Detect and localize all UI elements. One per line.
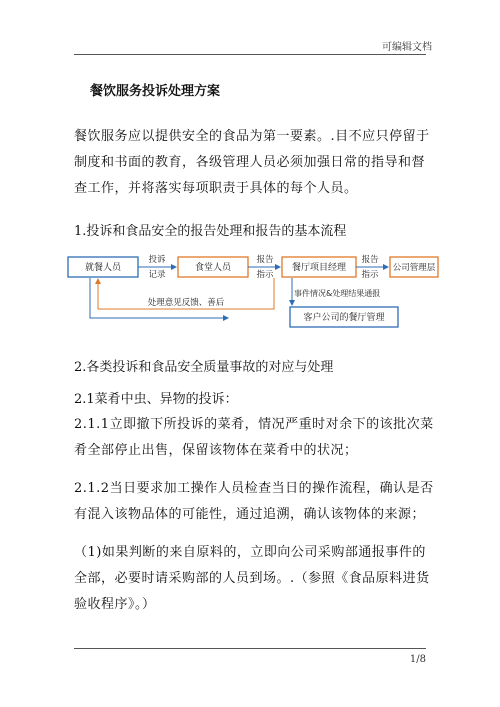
- intro-paragraph: 餐饮服务应以提供安全的食品为第一要素。.目不应只停留于制度和书面的教育，各级管理人员必须加强日常的指导和督查工作，并将落实每项职责于具体的每个人员。: [74, 129, 430, 196]
- node-canteen: [178, 257, 248, 277]
- paragraph-2-1-1: 2.1.1立即撤下所投诉的菜肴，情况严重时对余下的该批次菜肴全部停止出售，保留该物体在菜肴中的状况；: [74, 417, 434, 458]
- node-client-label: 客户公司的餐厅管理: [303, 313, 385, 323]
- edge-report-2-top: 报告: [361, 255, 379, 265]
- edge-feedback-label: 处理意见反馈、善后: [147, 298, 225, 308]
- document-title: 餐饮服务投诉处理方案: [90, 84, 221, 99]
- paragraph-2-1-2: 2.1.2当日要求加工操作人员检查当日的操作流程，确认是否有混入该物品体的可能性，通过追溯，确认该物体的来源；: [74, 481, 434, 522]
- edge-complaint-bottom: 记录: [148, 270, 166, 280]
- section-2-heading: 2.各类投诉和食品安全质量事故的对应与处理: [74, 360, 334, 375]
- edge-notify-label: 事件情况&处理结果通报: [294, 289, 381, 298]
- paragraph-item-1: （1)如果判断的来自原料的，立即向公司采购部通报事件的全部，必要时请采购部的人员到场。.（参照《食品原料进货验收程序》。）: [74, 545, 430, 612]
- node-diner-label: 就餐人员: [84, 263, 122, 273]
- node-company-label: 公司管理层: [392, 263, 436, 273]
- edge-complaint-top: 投诉: [148, 255, 166, 265]
- page-header-label: 可编辑文档: [382, 42, 432, 53]
- edge-report-2-bottom: 指示: [361, 270, 379, 280]
- footer-rule: [74, 648, 426, 649]
- edge-report-1-top: 报告: [256, 255, 274, 265]
- node-diner: [68, 257, 138, 277]
- page-number: 1/8: [409, 654, 426, 665]
- flowchart-connectors: [60, 276, 381, 336]
- section-2-1-heading: 2.1菜肴中虫、异物的投诉：: [74, 392, 238, 407]
- edge-report-1-bottom: 指示: [256, 270, 274, 280]
- node-company-box: [390, 257, 438, 277]
- header-rule: [74, 54, 426, 55]
- edge-feedback: [98, 278, 274, 309]
- edge-report-2: [356, 254, 388, 280]
- section-1-heading: 1.投诉和食品安全的报告处理和报告的基本流程: [74, 224, 347, 239]
- node-manager-label: 餐厅项目经理: [291, 263, 347, 273]
- node-canteen-label: 食堂人员: [194, 263, 232, 273]
